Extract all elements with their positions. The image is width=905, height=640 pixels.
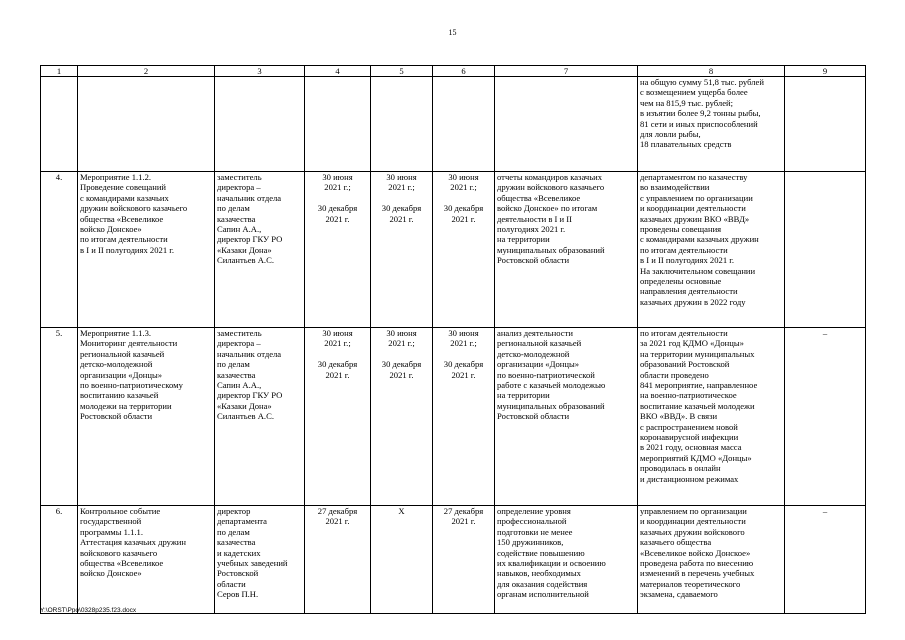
- table-cell-activity: Контрольное событие государственной программы 1.1.1. Аттестация казачьих дружин войскового казачьего общества «Всевеликое войско Донское»: [78, 506, 215, 614]
- report-table: [40, 65, 866, 614]
- table-cell-activity: [78, 77, 215, 172]
- table-cell-activity: Мероприятие 1.1.3. Мониторинг деятельности региональной казачьей детско-молодежной организации «Донцы» по военно-патриотическому воспитанию казачьей молодежи на территории Ростовской области: [78, 328, 215, 506]
- column-header: 4: [305, 66, 371, 77]
- table-cell-expected-result: анализ деятельности региональной казачьей детско-молодежной организации «Донцы» по военно-патриотической работе с казачьей молодежью на территории муниципальных образований Ростовской области: [495, 328, 638, 506]
- table-cell-date: [433, 77, 495, 172]
- table-cell-note: –: [785, 328, 866, 506]
- column-header: 9: [785, 66, 866, 77]
- column-header: 1: [41, 66, 78, 77]
- table-row: [41, 77, 866, 172]
- column-header: 6: [433, 66, 495, 77]
- table-cell-date: 27 декабря 2021 г.: [305, 506, 371, 614]
- table-header-row: [41, 66, 866, 77]
- table-cell-date: [305, 77, 371, 172]
- table-cell-expected-result: [495, 77, 638, 172]
- table-cell-expected-result: отчеты командиров казачьих дружин войскового казачьего общества «Всевеликое войско Донское» по итогам деятельности в I и II полугодиях 2021 г. на территории муниципальных образований Ростовской области: [495, 172, 638, 328]
- table-cell-responsible: заместитель директора – начальник отдела по делам казачества Сапин А.А., директор ГКУ РО «Казаки Дона» Силантьев А.С.: [215, 328, 305, 506]
- table-cell-number: 6.: [41, 506, 78, 614]
- table-cell-note: –: [785, 506, 866, 614]
- table-cell-date: 30 июня 2021 г.; 30 декабря 2021 г.: [305, 328, 371, 506]
- table-row: [41, 328, 866, 506]
- table-cell-note: [785, 77, 866, 172]
- table-cell-date: 30 июня 2021 г.; 30 декабря 2021 г.: [305, 172, 371, 328]
- table-cell-expected-result: определение уровня профессиональной подготовки не менее 150 дружинников, содействие повышению их квалификации и освоению навыков, необходимых для оказания содействия органам исполнительной: [495, 506, 638, 614]
- table-cell-date: 27 декабря 2021 г.: [433, 506, 495, 614]
- column-header: 2: [78, 66, 215, 77]
- column-header: 7: [495, 66, 638, 77]
- table-cell-number: 5.: [41, 328, 78, 506]
- table-cell-responsible: [215, 77, 305, 172]
- page-number: 15: [448, 28, 457, 37]
- table-cell-date: 30 июня 2021 г.; 30 декабря 2021 г.: [371, 328, 433, 506]
- table-cell-actual-result: на общую сумму 51,8 тыс. рублей с возмещением ущерба более чем на 815,9 тыс. рублей; в изъятии более 9,2 тонны рыбы, 81 сети и иных приспособлений для ловли рыбы, 18 плавательных средств: [638, 77, 785, 172]
- table-cell-responsible: заместитель директора – начальник отдела по делам казачества Сапин А.А., директор ГКУ РО «Казаки Дона» Силантьев А.С.: [215, 172, 305, 328]
- table-cell-actual-result: департаментом по казачеству во взаимодействии с управлением по организации и координации деятельности казачьих дружин ВКО «ВВД» проведены совещания с командирами казачьих дружин по итогам деятельности в I и II полугодиях 2021 г. На заключительном совещании определены основные направления деятельности казачьих дружин в 2022 году: [638, 172, 785, 328]
- table-cell-actual-result: по итогам деятельности за 2021 год КДМО «Донцы» на территории муниципальных образований Ростовской области проведено 841 мероприятие, направленное на военно-патриотическое воспитание казачьей молодежи ВКО «ВВД». В связи с распространением новой коронавирусной инфекции в 2021 году, основная масса мероприятий КДМО «Донцы» проводилась в онлайн и дистанционном режимах: [638, 328, 785, 506]
- table-cell-actual-result: управлением по организации и координации деятельности казачьих дружин войскового казачьего общества «Всевеликое войско Донское» проведена работа по внесению изменений в перечень учебных материалов теоретического экзамена, сдаваемого: [638, 506, 785, 614]
- table-row: [41, 172, 866, 328]
- table-cell-date: 30 июня 2021 г.; 30 декабря 2021 г.: [371, 172, 433, 328]
- table-row: [41, 506, 866, 614]
- column-header: 8: [638, 66, 785, 77]
- column-header: 3: [215, 66, 305, 77]
- table-cell-number: 4.: [41, 172, 78, 328]
- table-cell-activity: Мероприятие 1.1.2. Проведение совещаний с командирами казачьих дружин войскового казачьего общества «Всевеликое войско Донское» по итогам деятельности в I и II полугодиях 2021 г.: [78, 172, 215, 328]
- table-cell-date: 30 июня 2021 г.; 30 декабря 2021 г.: [433, 328, 495, 506]
- column-header: 5: [371, 66, 433, 77]
- table-cell-responsible: директор департамента по делам казачества и кадетских учебных заведений Ростовской области Серов П.Н.: [215, 506, 305, 614]
- table-cell-number: [41, 77, 78, 172]
- footer-file-path: Y:\ORST\Ppo\0328p235.f23.docx: [40, 607, 137, 614]
- table-cell-date: 30 июня 2021 г.; 30 декабря 2021 г.: [433, 172, 495, 328]
- table-cell-note: [785, 172, 866, 328]
- table-cell-date: [371, 77, 433, 172]
- table-cell-date: X: [371, 506, 433, 614]
